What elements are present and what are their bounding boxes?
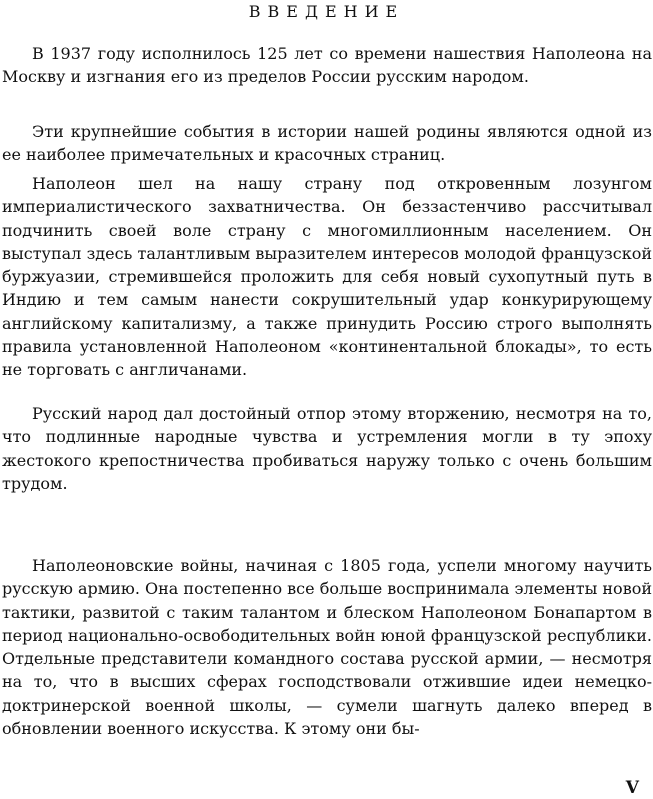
paragraph-text: Наполеон шел на нашу страну под откровенным лозунгом империалистического захватничества. Он беззастенчиво рассчитывал подчинить своей воле страну с многомиллионным населением. Он выступал здесь талантливым выразителем интересов молодой французской буржуазии, стремившейся проложить для себя новый сухопутный путь в Индию и тем самым нанести сокрушительный удар конкурирующему английскому капитализму, а также принудить Россию строго выполнять правила установленной Наполеоном «континентальной блокады», то есть не торговать с англичанами.	[2, 174, 652, 380]
page-title: ВВЕДЕНИЕ	[248, 2, 405, 21]
paragraph-4	[2, 402, 652, 495]
paragraph-text: Русский народ дал достойный отпор этому вторжению, несмотря на то, что подлинные народные чувства и устремления могли в ту эпоху жестокого крепостничества пробиваться наружу только с очень большим трудом.	[2, 404, 652, 493]
paragraph-text: Эти крупнейшие события в истории нашей родины являются одной из ее наиболее примечательных и красочных страниц.	[2, 122, 652, 165]
paragraph-text: В 1937 году исполнилось 125 лет со времени нашествия Наполеона на Москву и изгнания его из пределов России русским народом.	[2, 44, 652, 87]
paragraph-3	[2, 172, 652, 382]
paragraph-text: Наполеоновские войны, начиная с 1805 года, успели многому научить русскую армию. Она постепенно все больше воспринимала элементы новой тактики, развитой с таким талантом и блеском Наполеоном Бонапартом в период национально-освободительных войн юной французской республики. Отдельные представители командного состава русской армии, — несмотря на то, что в высших сферах господствовали отжившие идеи немецко-доктринерской военной школы, — сумели шагнуть далеко вперед в обновлении военного искусства. К этому они бы-	[2, 556, 652, 739]
paragraph-1	[2, 42, 652, 89]
page-number: V	[625, 778, 639, 798]
paragraph-2	[2, 120, 652, 167]
paragraph-5	[2, 554, 652, 740]
